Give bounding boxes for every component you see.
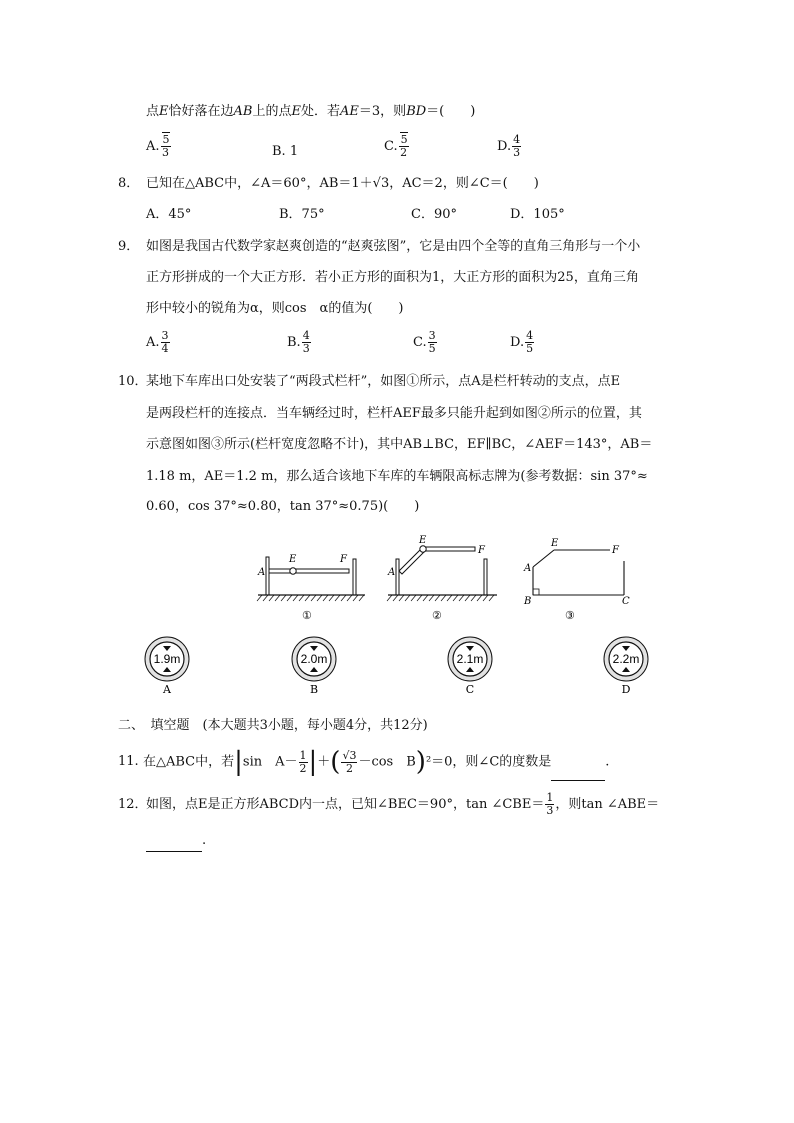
sign-option-d[interactable] [604,637,648,696]
option-letter: A. [146,335,160,350]
q7-text: 点 [146,104,160,119]
sign-value: 2.2m [612,652,640,666]
q8-option-a[interactable]: A．45° [146,207,192,222]
q9-line3: 形中较小的锐角为α，则cos α的值为( ) [146,301,404,316]
section-title: 二、 填空题 (本大题共3小题，每小题4分，共12分) [118,718,428,733]
q11-end: . [605,754,610,770]
q7-var: E [291,104,301,119]
q11-sqrt3-over-2: $\frac{√3}{2}$ [342,748,357,775]
sign-option-a[interactable] [145,637,189,696]
option-fraction: $\frac{5}{2}$ [400,133,408,159]
q9-option-b[interactable] [287,330,312,355]
option-value: 1 [289,144,299,159]
q9-line1: 如图是我国古代数学家赵爽创造的“赵爽弦图”，它是由四个全等的直角三角形与一个小 [146,239,641,254]
q12-fraction: $\frac{1}{3}$ [546,791,554,817]
q10-number: 10． [118,374,148,389]
option-letter: A. [146,139,160,154]
q12-end: . [202,833,207,848]
q7-text: ＝3，则 [358,104,407,119]
q7-option-a[interactable] [146,134,172,159]
q11-text: 在△ABC中，若 [143,754,235,770]
q12-stem [146,790,659,820]
q7-var: AE [340,104,359,119]
label-e: E [419,535,427,546]
q10-line2: 是两段栏杆的连接点．当车辆经过时，栏杆AEF最多只能升起到如图②所示的位置，其 [146,406,642,421]
q7-text: ＝( ) [426,104,476,119]
q10-signs [130,630,670,700]
label-b: B [524,596,532,607]
q12-number: 12． [118,797,148,812]
q11-answer-blank[interactable] [551,746,605,781]
option-letter: B. [272,144,286,159]
q8-option-c[interactable]: C．90° [411,207,457,222]
q12-text: 如图，点E是正方形ABCD内一点，已知∠BEC＝90°，tan ∠CBE＝ [146,797,545,812]
sign-letter: C [465,683,475,696]
q10-line4: 1.18 m，AE＝1.2 m，那么适合该地下车库的车辆限高标志牌为(参考数据：sin 37°≈ [146,469,648,484]
label-f: F [612,545,619,556]
q8-option-d[interactable]: D．105° [510,207,565,222]
option-fraction: $\frac{3}{4}$ [161,329,169,355]
q8-number: 8． [118,176,140,191]
sign-letter: B [309,683,319,696]
sign-value: 2.1m [456,652,484,666]
option-letter: B. [287,335,301,350]
q7-option-b[interactable] [272,142,298,162]
q7-text: 处．若 [301,104,341,119]
q9-line2: 正方形拼成的一个大正方形．若小正方形的面积为1，大正方形的面积为25，直角三角 [146,270,639,285]
q9-option-d[interactable] [510,330,535,355]
figure-label-1: ① [302,609,312,622]
q10-line1: 某地下车库出口处安装了“两段式栏杆”，如图①所示，点A是栏杆转动的支点，点E [146,374,621,389]
label-e: E [551,538,559,549]
q11-cos: －cos B [358,754,416,770]
sign-letter: A [163,683,171,696]
figure-1-barrier-lowered [257,554,365,622]
q7-option-d[interactable] [497,134,522,159]
option-fraction: $\frac{4}{5}$ [526,329,534,355]
sign-option-b[interactable] [292,637,336,696]
label-f: F [340,554,347,565]
q11-plus: ＋ [317,754,331,770]
q10-figures [240,535,660,630]
sign-value: 2.0m [300,652,328,666]
q11-number: 11. [118,754,139,769]
figure-label-2: ② [432,609,442,622]
q7-option-c[interactable] [384,134,410,159]
q12-answer-blank[interactable] [146,831,202,852]
option-letter: C. [384,139,398,154]
q9-option-a[interactable] [146,330,171,355]
label-a: A [524,563,532,574]
q7-text: 恰好落在边 [168,104,234,119]
option-letter: D. [510,335,525,350]
label-f: F [478,545,485,556]
label-e: E [289,554,297,565]
q12-text: ，则tan ∠ABE＝ [555,797,660,812]
label-a: A [258,567,266,578]
q10-line3: 示意图如图③所示(栏杆宽度忽略不计)，其中AB⊥BC，EF∥BC，∠AEF＝143°，AB＝ [146,437,653,452]
option-letter: C. [413,335,427,350]
q9-number: 9． [118,239,140,254]
sign-letter: D [621,683,631,696]
q12-answer-line [146,831,206,852]
q8-option-b[interactable]: B．75° [279,207,325,222]
sign-option-c[interactable] [448,637,492,696]
sign-value: 1.9m [153,652,181,666]
label-a: A [388,567,396,578]
figure-label-3: ③ [565,609,575,622]
q7-var: AB [233,104,253,119]
q7-stem [146,102,475,122]
option-fraction: $\frac{4}{3}$ [513,133,521,159]
q10-line5: 0.60，cos 37°≈0.80，tan 37°≈0.75)( ) [146,499,420,514]
q11-half: $\frac{1}{2}$ [299,748,307,775]
option-fraction: $\frac{3}{5}$ [428,329,436,355]
q11-sin: sin A－ [242,754,298,770]
q7-var: E [159,104,169,119]
q7-text: 上的点 [252,104,292,119]
figure-2-barrier-raised [387,535,497,622]
option-fraction: $\frac{4}{3}$ [302,329,310,355]
q11-stem: 在△ABC中，若|sin A－ $\frac{1}{2}$ |＋( $\frac{√3}{2}$ －cos B)²＝0，则∠C的度数是 . [143,745,609,781]
q8-stem: 已知在△ABC中，∠A＝60°，AB＝1＋√3，AC＝2，则∠C＝( ) [146,176,539,191]
q7-var: BD [406,104,427,119]
option-fraction: $\frac{5}{3}$ [162,133,170,159]
figure-3-schematic [523,538,630,622]
q11-text: ²＝0，则∠C的度数是 [425,754,552,770]
label-c: C [622,596,630,607]
option-letter: D. [497,139,512,154]
q9-option-c[interactable] [413,330,438,355]
